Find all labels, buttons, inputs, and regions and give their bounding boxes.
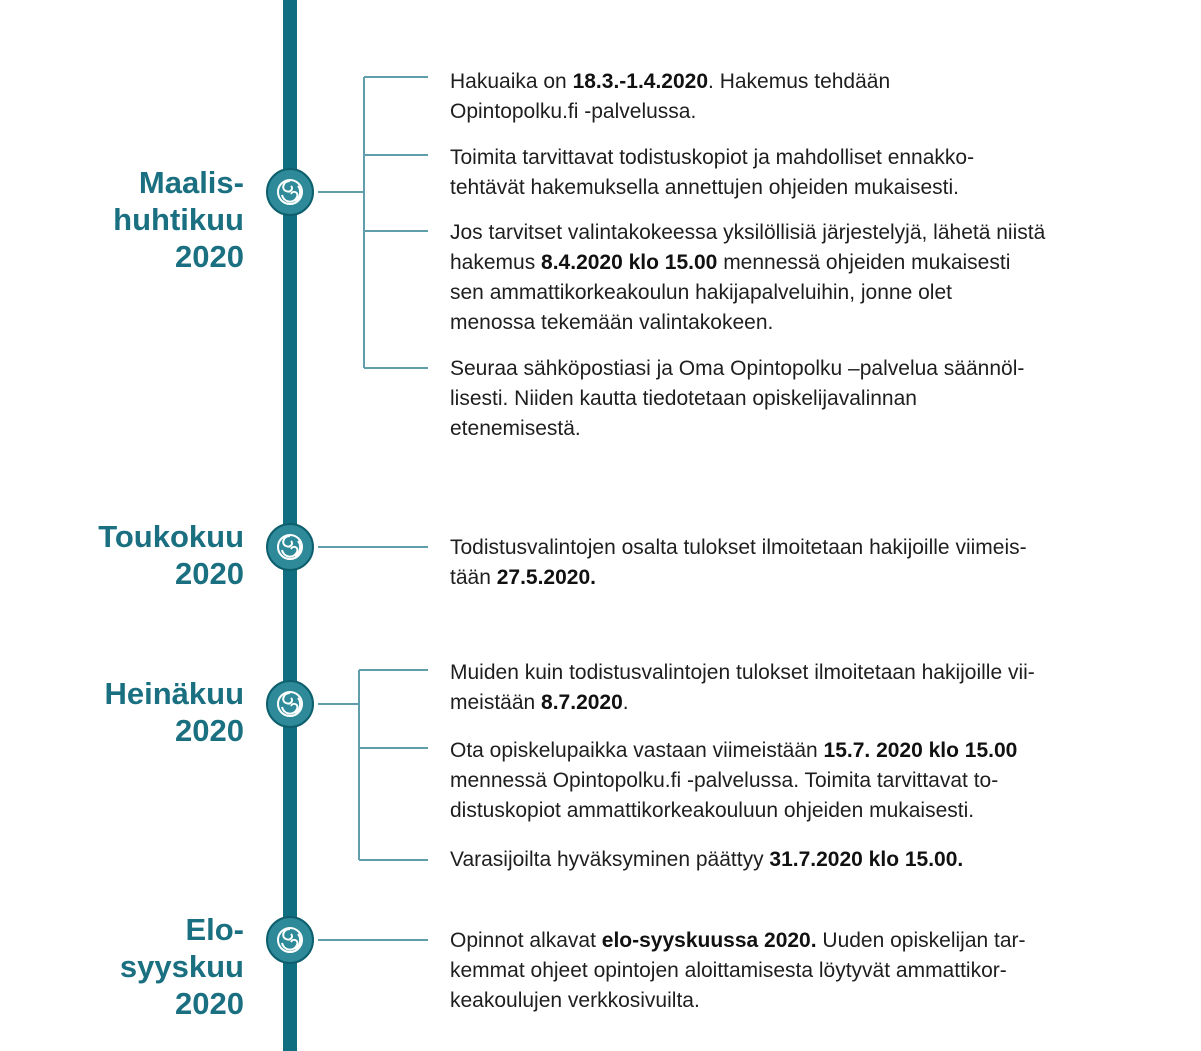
item-line <box>450 736 1150 766</box>
item-text: distuskopiot ammattikorkeakouluun ohjeiden mukaisesti. <box>450 799 975 822</box>
item-line <box>450 278 1150 308</box>
timeline-node <box>266 523 314 571</box>
item-line <box>450 67 1150 97</box>
item-line <box>450 354 1150 384</box>
month-label-line: huhtikuu <box>113 202 244 237</box>
item-text: Uuden opiskelijan tar- <box>816 929 1026 952</box>
item-line <box>450 926 1150 956</box>
spiral-icon <box>273 175 307 209</box>
item-text: menossa tekemään valintakokeen. <box>450 311 774 334</box>
month-label-line: Elo- <box>185 912 244 947</box>
timeline-item <box>450 143 1150 203</box>
item-text: Opintopolku.fi -palvelussa. <box>450 100 697 123</box>
month-label <box>120 911 244 1022</box>
item-text: Ota opiskelupaikka vastaan viimeistään <box>450 739 824 762</box>
item-text: Muiden kuin todistusvalintojen tulokset ilmoitetaan hakijoille vii- <box>450 661 1035 684</box>
item-text: mennessä ohjeiden mukaisesti <box>717 251 1011 274</box>
timeline-item <box>450 67 1150 127</box>
item-text: Seuraa sähköpostiasi ja Oma Opintopolku –palvelua säännöl- <box>450 357 1025 380</box>
timeline-item <box>450 658 1150 718</box>
item-emphasis: 18.3.-1.4.2020 <box>572 70 709 93</box>
item-text: lisesti. Niiden kautta tiedotetaan opiskelijavalinnan <box>450 387 917 410</box>
timeline-item <box>450 218 1150 338</box>
month-label-line: 2020 <box>175 239 244 274</box>
item-text: meistään <box>450 691 542 714</box>
item-text: kemmat ohjeet opintojen aloittamisesta löytyvät ammattikor- <box>450 959 1007 982</box>
item-text: . <box>622 691 629 714</box>
item-line <box>450 308 1150 338</box>
timeline-item <box>450 533 1150 593</box>
item-text: mennessä Opintopolku.fi -palvelussa. Toimita tarvittavat to- <box>450 769 999 792</box>
item-emphasis: 31.7.2020 klo 15.00. <box>769 848 964 871</box>
item-line <box>450 658 1150 688</box>
item-text: sen ammattikorkeakoulun hakijapalveluihin, jonne olet <box>450 281 952 304</box>
item-emphasis: elo-syyskuussa 2020. <box>601 929 817 952</box>
spiral-icon <box>273 687 307 721</box>
item-text: hakemus <box>450 251 542 274</box>
spiral-icon <box>273 923 307 957</box>
timeline-node <box>266 916 314 964</box>
item-line <box>450 173 1150 203</box>
timeline-node <box>266 680 314 728</box>
timeline-node <box>266 168 314 216</box>
item-text: Varasijoilta hyväksyminen päättyy <box>450 848 770 871</box>
month-label-line: syyskuu <box>119 949 244 984</box>
spiral-icon <box>273 530 307 564</box>
item-text: Jos tarvitset valintakokeessa yksilöllisiä järjestelyjä, lähetä niistä <box>450 221 1046 244</box>
item-line <box>450 986 1150 1016</box>
item-text: . Hakemus tehdään <box>708 70 891 93</box>
item-text: keakoulujen verkkosivuilta. <box>450 989 700 1012</box>
item-emphasis: 8.7.2020 <box>541 691 623 714</box>
item-text: tehtävät hakemuksella annettujen ohjeiden mukaisesti. <box>450 176 959 199</box>
item-text: Opinnot alkavat <box>450 929 602 952</box>
month-label-line: 2020 <box>175 986 244 1021</box>
item-line <box>450 563 1150 593</box>
month-label-line: Toukokuu <box>98 519 244 554</box>
month-label-line: 2020 <box>175 713 244 748</box>
timeline-item <box>450 736 1150 826</box>
item-line <box>450 845 1150 875</box>
item-text: Hakuaika on <box>450 70 573 93</box>
item-emphasis: 8.4.2020 klo 15.00 <box>541 251 718 274</box>
item-line <box>450 414 1150 444</box>
timeline-item <box>450 354 1150 444</box>
item-line <box>450 384 1150 414</box>
item-line <box>450 766 1150 796</box>
month-label <box>113 164 244 275</box>
item-text: tään <box>450 566 497 589</box>
month-label-line: Heinäkuu <box>104 676 244 711</box>
month-label <box>104 675 244 749</box>
item-line <box>450 796 1150 826</box>
item-line <box>450 143 1150 173</box>
item-text: etenemisestä. <box>450 417 581 440</box>
item-line <box>450 688 1150 718</box>
month-label-line: 2020 <box>175 556 244 591</box>
item-line <box>450 248 1150 278</box>
month-label <box>98 518 244 592</box>
item-emphasis: 27.5.2020. <box>496 566 596 589</box>
item-line <box>450 533 1150 563</box>
month-label-line: Maalis- <box>138 165 244 200</box>
item-text: Todistusvalintojen osalta tulokset ilmoitetaan hakijoille viimeis- <box>450 536 1027 559</box>
item-line <box>450 97 1150 127</box>
item-emphasis: 15.7. 2020 klo 15.00 <box>823 739 1018 762</box>
item-line <box>450 218 1150 248</box>
item-text: Toimita tarvittavat todistuskopiot ja mahdolliset ennakko- <box>450 146 975 169</box>
timeline-item <box>450 926 1150 1016</box>
item-line <box>450 956 1150 986</box>
timeline-item <box>450 845 1150 875</box>
